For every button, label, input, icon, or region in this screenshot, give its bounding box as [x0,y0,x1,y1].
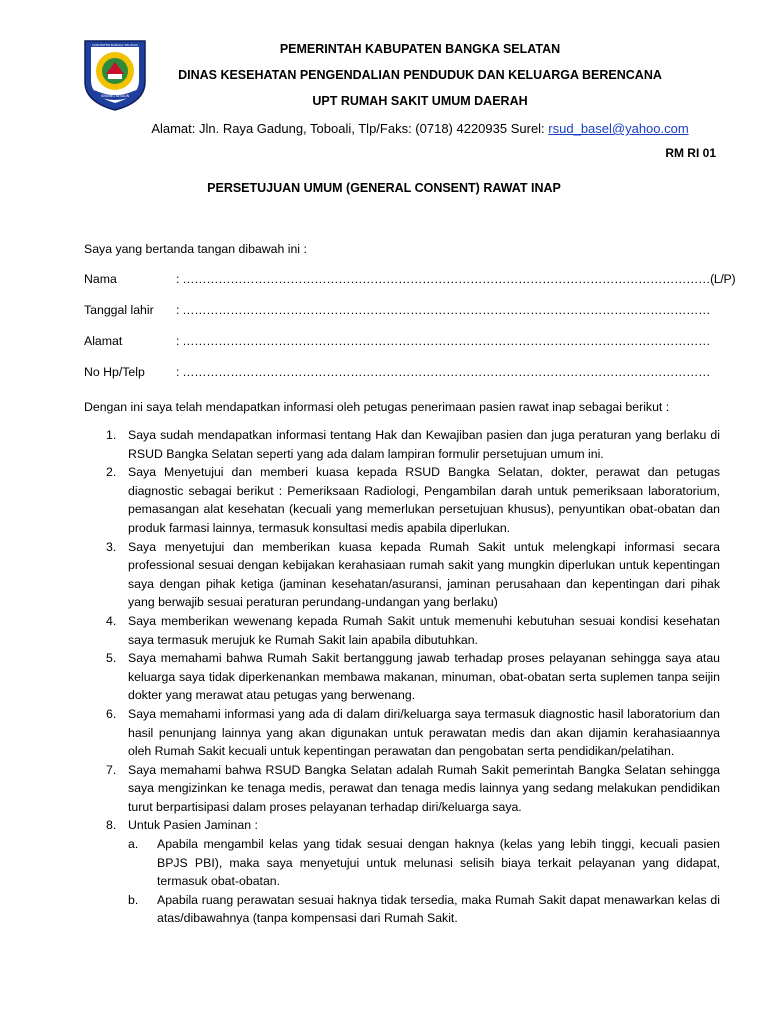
item-text: Saya sudah mendapatkan informasi tentang Hak dan Kewajiban pasien dan juga peraturan yang berlaku di RSUD Bangka Selatan seperti yang ada dalam lampiran formulir persetujuan umum ini. [128,428,720,461]
item-number: 2. [106,465,117,480]
field-tanggal-lahir[interactable] [84,303,710,317]
field-blank[interactable]: : …………………………………………………………………………………………………………………… [176,303,711,317]
sub-list-item [128,891,720,928]
field-label: No Hp/Telp [84,365,145,379]
list-item [84,538,720,612]
header-address [130,121,710,136]
header-government-line: PEMERINTAH KABUPATEN BANGKA SELATAN [279,42,561,56]
document-title: PERSETUJUAN UMUM (GENERAL CONSENT) RAWAT INAP [207,181,561,195]
list-item [84,705,720,761]
email-link[interactable]: rsud_basel@yahoo.com [548,121,689,136]
list-item [84,426,720,463]
list-item [84,649,720,705]
field-label: Tanggal lahir [84,303,154,317]
intro-text: Saya yang bertanda tangan dibawah ini : [84,242,307,256]
item-text: Saya Menyetujui dan memberi kuasa kepada RSUD Bangka Selatan, dokter, perawat dan petugas diagnostic sebagai berikut : Pemeriksaan Radiologi, Pengambilan darah untuk pemeriksaan laboratorium, pemasangan alat kesehatan (kecuali yang memerlukan persetujuan khusus), penyuntikan obat-obatan dan produk farmasi lainnya, termasuk konsultasi medis apabila diperlukan. [128,465,720,535]
field-blank[interactable]: : …………………………………………………………………………………………………………………… [176,365,711,379]
field-alamat[interactable] [84,334,710,348]
item-number: 7. [106,762,117,777]
document-code: RM RI 01 [665,146,716,160]
logo-top-text: KABUPATEN BANGKA SELATAN [92,43,138,47]
header-department-line: DINAS KESEHATAN PENGENDALIAN PENDUDUK DAN KELUARGA BERENCANA [178,68,662,82]
logo-motto-text: JUNJUNG BESAUN [101,94,129,98]
field-nama[interactable] [84,272,735,286]
item-number: 6. [106,706,117,721]
item-number: 8. [106,818,117,833]
field-label: Nama [84,272,117,286]
sub-item-letter: b. [128,892,139,907]
lead-paragraph: Dengan ini saya telah mendapatkan informasi oleh petugas penerimaan pasien rawat inap sebagai berikut : [84,400,670,414]
item-text: Saya memahami bahwa Rumah Sakit bertanggung jawab terhadap proses pelayanan sehingga saya atau keluarga saya tidak diperkenankan membawa makanan, minuman, obat-obatan serta suplemen tanpa seijin dokter yang merawat atau petugas yang berwenang. [128,651,720,703]
item-text: Saya menyetujui dan memberikan kuasa kepada Rumah Sakit untuk melengkapi informasi secara professional sesuai dengan kebijakan kerahasiaan rumah sakit yang mungkin diperlukan untuk kepentingan saya dengan pihak ketiga (jaminan kesehatan/asuransi, jaminan perusahaan dan kepentingan dari pihak yang berwajib sesuai peraturan perundang-undangan yang berlaku) [128,539,720,610]
item-text: Saya memahami bahwa RSUD Bangka Selatan adalah Rumah Sakit pemerintah Bangka Selatan sehingga saya mengizinkan ke tenaga medis, perawat dan tenaga medis lainnya yang sedang melakukan pendidikan turut berpartisipasi dalam proses pelayanan terhadap diri/keluarga saya. [128,762,720,814]
item-number: 1. [106,428,117,442]
field-blank[interactable]: : ……………………………………………………………………………………………………………………(L/P) [176,272,736,286]
sub-list-item [128,835,720,891]
field-no-hp[interactable] [84,365,710,379]
field-blank[interactable]: : …………………………………………………………………………………………………………………… [176,334,711,348]
sub-item-letter: a. [128,837,139,852]
item-number: 4. [106,613,117,628]
list-item [84,761,720,817]
item-number: 5. [106,651,117,666]
item-text: Untuk Pasien Jaminan : [128,818,258,833]
sub-item-text: Apabila mengambil kelas yang tidak sesuai dengan haknya (kelas yang lebih tinggi, kecuali pasien BPJS PBI), maka saya menyetujui untuk melunasi selisih biaya terkait pelayanan yang didapat, termasuk obat-obatan. [157,837,720,889]
consent-list [84,426,720,928]
address-text: Alamat: Jln. Raya Gadung, Toboali, Tlp/Faks: (0718) 4220935 Surel: [151,121,549,136]
item-text: Saya memahami informasi yang ada di dalam diri/keluarga saya termasuk diagnostic hasil laboratorium dan hasil penunjang lainnya yang akan digunakan untuk perawatan medis dan akan dijamin kerahasiaannya oleh Rumah Sakit kecuali untuk kepentingan perawatan dan pengobatan serta pendidikan/pelatihan. [128,706,720,759]
list-item [84,463,720,537]
jaminan-sublist [128,835,720,928]
item-text: Saya memberikan wewenang kepada Rumah Sakit untuk memenuhi kebutuhan sesuai kondisi kesehatan saya termasuk merujuk ke Rumah Sakit lain apabila dibutuhkan. [128,613,720,647]
list-item [84,612,720,649]
sub-item-text: Apabila ruang perawatan sesuai haknya tidak tersedia, maka Rumah Sakit dapat menawarkan kelas di atas/dibawahnya (tanpa kompensasi dari Rumah Sakit. [157,892,720,926]
header-hospital-line: UPT RUMAH SAKIT UMUM DAERAH [312,94,528,108]
list-item [84,816,720,928]
field-label: Alamat [84,334,123,348]
item-number: 3. [106,539,117,554]
